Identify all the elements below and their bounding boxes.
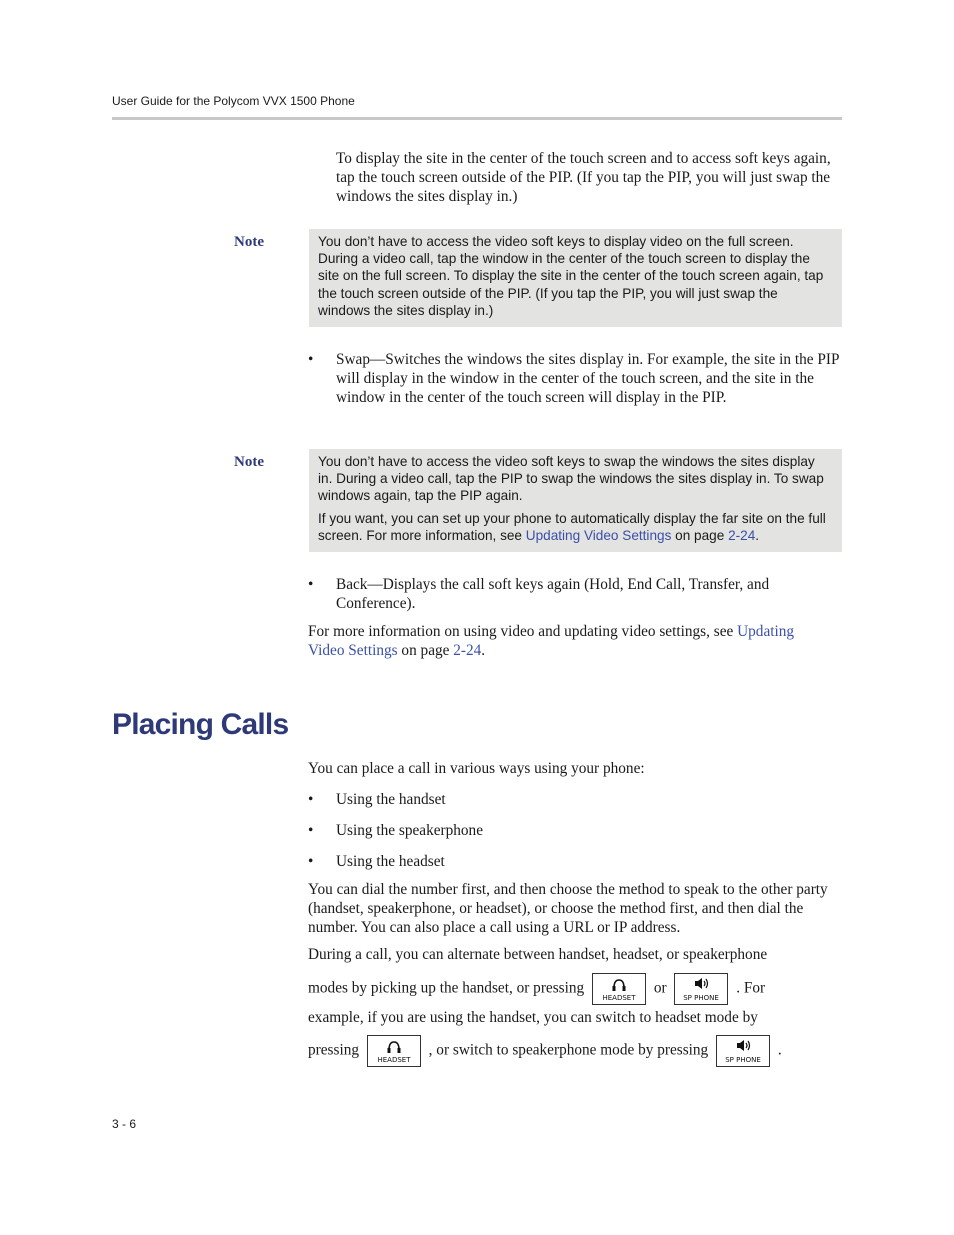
speakerphone-key bbox=[716, 1035, 770, 1067]
headset-icon bbox=[368, 1036, 420, 1066]
text-line: modes by picking up the handset, or pressing HEADSET or SP PHONE . For bbox=[308, 973, 765, 1005]
bullet-dot: • bbox=[308, 576, 314, 593]
headset-key bbox=[592, 973, 646, 1005]
bullet-dot: • bbox=[308, 791, 314, 808]
list-item-text: Using the speakerphone bbox=[336, 822, 483, 839]
intro-paragraph: To display the site in the center of the touch screen and to access soft keys again, tap the touch screen outside of the PIP. (If you tap the PIP, you will just swap the windows the sites display in.) bbox=[336, 150, 831, 205]
svg-text:SP PHONE: SP PHONE bbox=[725, 1056, 761, 1064]
list-item-text: Swap—Switches the windows the sites display in. For example, the site in the PIP will display in the window in the center of the touch screen, and the site in the window in the center of the touch screen will display in the PIP. bbox=[336, 351, 839, 406]
svg-text:HEADSET: HEADSET bbox=[377, 1056, 411, 1064]
page-reference-link[interactable]: 2-24 bbox=[728, 527, 756, 543]
section-title: Placing Calls bbox=[112, 708, 289, 741]
more-info-paragraph: For more information on using video and updating video settings, see Updating Video Settings on page 2-24. bbox=[308, 623, 795, 659]
speakerphone-key bbox=[674, 973, 728, 1005]
headset-icon bbox=[593, 974, 645, 1004]
bullet-dot: • bbox=[308, 351, 314, 368]
text-line: During a call, you can alternate between handset, headset, or speakerphone bbox=[308, 946, 768, 963]
note-text: If you want, you can set up your phone to automatically display the far site on the full screen. For more information, see Updating Video Settings on page 2-24. bbox=[318, 510, 826, 543]
list-item-text: Back—Displays the call soft keys again (Hold, End Call, Transfer, and Conference). bbox=[336, 576, 770, 612]
bullet-dot: • bbox=[308, 822, 314, 839]
updating-video-settings-link[interactable]: Updating Video Settings bbox=[308, 623, 795, 659]
speaker-icon bbox=[717, 1036, 769, 1066]
running-header: User Guide for the Polycom VVX 1500 Phone bbox=[112, 94, 355, 108]
speaker-icon bbox=[675, 974, 727, 1004]
page-reference-link[interactable]: 2-24 bbox=[453, 642, 482, 659]
header-rule bbox=[112, 117, 842, 120]
text-line: example, if you are using the handset, you can switch to headset mode by bbox=[308, 1009, 758, 1026]
note-text: You don’t have to access the video soft keys to display video on the full screen. During a video call, tap the window in the center of the touch screen to display the site on the full screen. To display the site in the center of the touch screen again, tap the touch screen outside of the PIP. (If you tap the PIP, you will just swap the windows the sites display in.) bbox=[318, 234, 824, 318]
headset-key bbox=[367, 1035, 421, 1067]
note-box bbox=[309, 449, 842, 552]
updating-video-settings-link[interactable]: Updating Video Settings bbox=[525, 527, 672, 543]
dial-paragraph: You can dial the number first, and then choose the method to speak to the other party (handset, speakerphone, or headset), or choose the method first, and then dial the number. You can also place a call using a URL or IP address. bbox=[308, 881, 828, 936]
list-item-text: Using the handset bbox=[336, 791, 446, 808]
section-intro: You can place a call in various ways using your phone: bbox=[308, 760, 645, 777]
svg-text:SP PHONE: SP PHONE bbox=[683, 994, 720, 1002]
note-box bbox=[309, 229, 842, 327]
page-number: 3 - 6 bbox=[112, 1117, 137, 1131]
note-label: Note bbox=[234, 454, 264, 470]
bullet-dot: • bbox=[308, 853, 314, 870]
note-text: You don’t have to access the video soft keys to swap the windows the sites display in. During a video call, tap the PIP to swap the windows the sites display in. To swap windows again, tap the PIP again. bbox=[318, 454, 824, 504]
svg-text:HEADSET: HEADSET bbox=[602, 994, 636, 1002]
text-line: pressing HEADSET , or switch to speakerphone mode by pressing SP PHONE . bbox=[308, 1035, 782, 1067]
list-item-text: Using the headset bbox=[336, 853, 445, 870]
note-label: Note bbox=[234, 234, 264, 250]
